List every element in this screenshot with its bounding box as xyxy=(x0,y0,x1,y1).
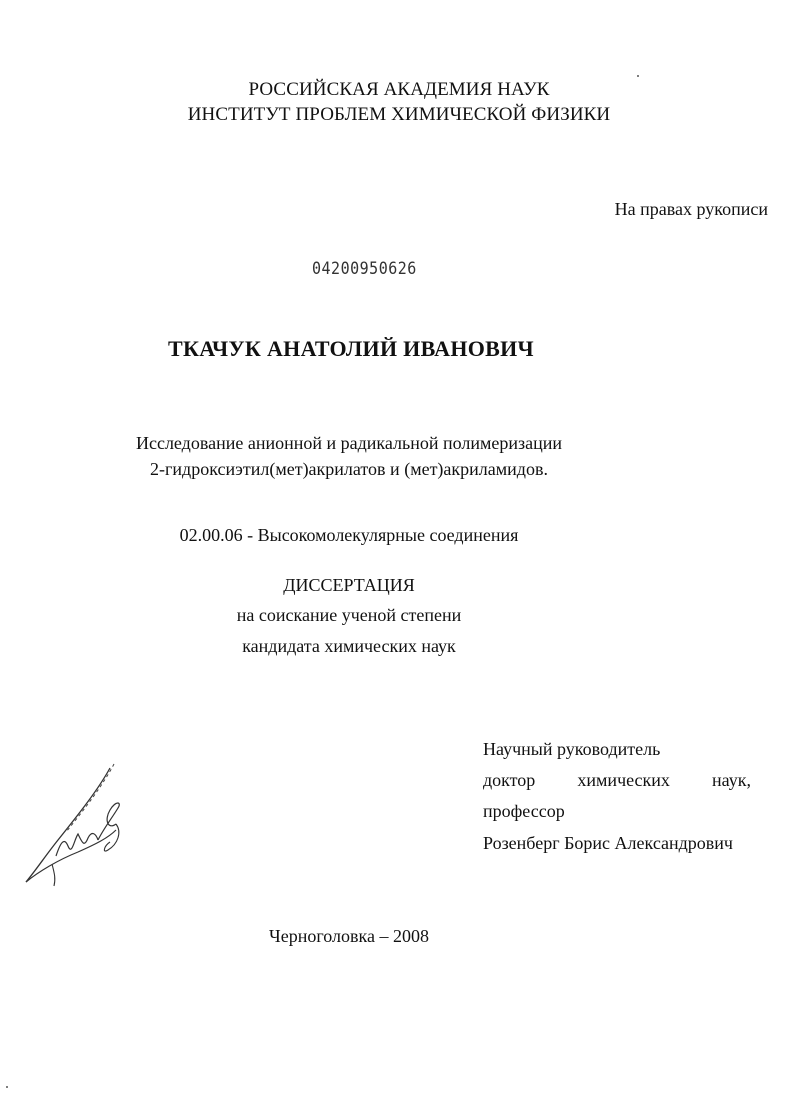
title-line-1: Исследование анионной и радикальной полимеризации xyxy=(135,433,563,453)
degree-line-1: на соискание ученой степени xyxy=(236,605,462,625)
supervisor-name: Розенберг Борис Александрович xyxy=(483,833,733,853)
scan-speck xyxy=(637,75,639,77)
handwritten-signature xyxy=(18,760,138,890)
author-name: ТКАЧУК АНАТОЛИЙ ИВАНОВИЧ xyxy=(167,336,535,361)
specialty-code: 02.00.06 - Высокомолекулярные соединения xyxy=(179,525,519,545)
org-line-institute: ИНСТИТУТ ПРОБЛЕМ ХИМИЧЕСКОЙ ФИЗИКИ xyxy=(187,104,611,125)
org-line-academy: РОССИЙСКАЯ АКАДЕМИЯ НАУК xyxy=(248,79,550,100)
supervisor-degree-word-3: наук, xyxy=(712,770,751,790)
scan-speck xyxy=(6,1086,8,1088)
supervisor-title: профессор xyxy=(483,801,565,821)
degree-line-2: кандидата химических наук xyxy=(242,636,456,656)
archive-stamp-number: 04200950626 xyxy=(312,258,417,279)
place-and-year: Черноголовка – 2008 xyxy=(269,926,429,946)
title-line-2: 2-гидроксиэтил(мет)акрилатов и (мет)акриламидов. xyxy=(150,459,548,479)
supervisor-degree xyxy=(483,771,751,789)
supervisor-degree-word-1: доктор xyxy=(483,770,536,790)
supervisor-role: Научный руководитель xyxy=(483,739,661,759)
document-type-heading: ДИССЕРТАЦИЯ xyxy=(283,575,415,595)
rights-note: На правах рукописи xyxy=(614,199,768,219)
supervisor-degree-word-2: химических xyxy=(577,770,670,790)
